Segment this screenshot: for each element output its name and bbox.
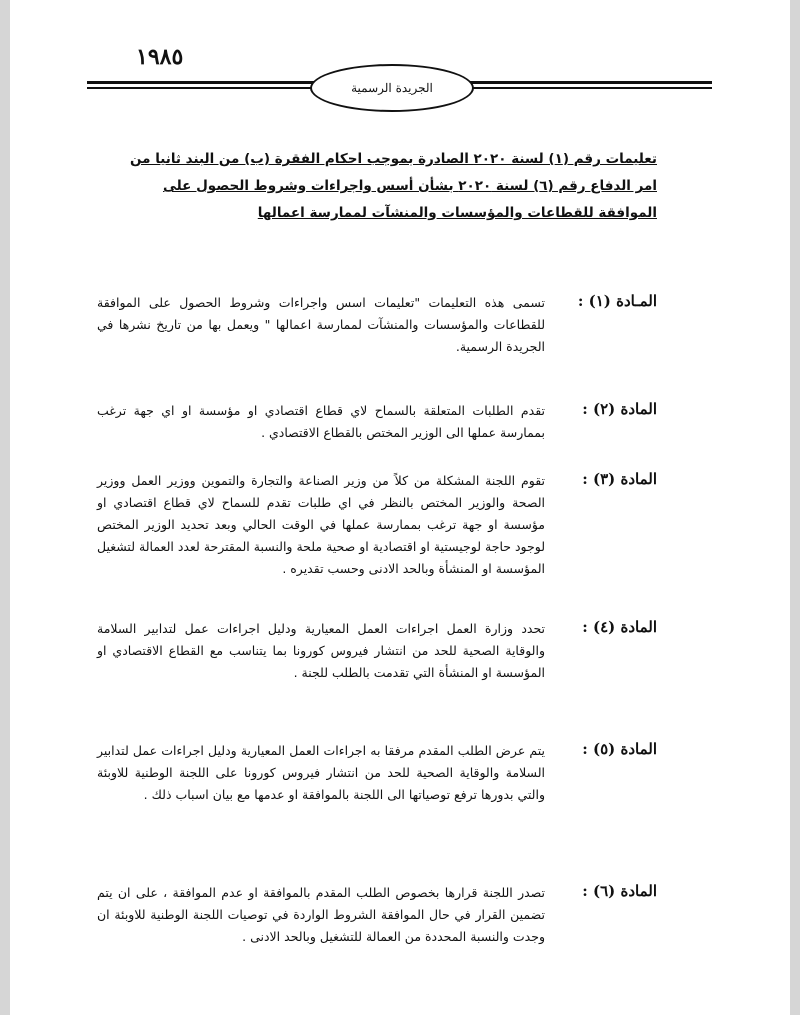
- article-text: تقدم الطلبات المتعلقة بالسماح لاي قطاع اقتصادي او مؤسسة او اي جهة ترغب بممارسة عملها الى الوزير المختص بالقطاع الاقتصادي .: [97, 403, 545, 440]
- article-2: [97, 400, 657, 444]
- masthead-text: الجريدة الرسمية: [351, 81, 433, 95]
- article-3: [97, 470, 657, 580]
- article-text: تسمى هذه التعليمات "تعليمات اسس واجراءات وشروط الحصول على الموافقة للقطاعات والمؤسسات والمنشآت لممارسة اعمالها " ويعمل بها من تاريخ نشرها في الجريدة الرسمية.: [97, 295, 545, 354]
- gazette-page: [10, 0, 790, 1015]
- article-label: المادة (٤) :: [582, 618, 657, 636]
- article-label: المادة (٥) :: [582, 740, 657, 758]
- article-1: [97, 292, 657, 358]
- masthead: [310, 64, 474, 112]
- article-label: المادة (٢) :: [582, 400, 657, 418]
- article-text: تقوم اللجنة المشكلة من كلاً من وزير الصناعة والتجارة والتموين ووزير العمل ووزير الصحة والوزير المختص بالنظر في اي طلبات تقدم للسماح لاي قطاع اقتصادي او مؤسسة او جهة ترغب بممارسة عملها في الوقت الحالي وبعد تحديد الوزير المختص لوجود حاجة لوجيستية او اقتصادية او صحية ملحة والنسبة المقترحة لعدد العمالة لتشغيل المؤسسة او المنشأة وبالحد الادنى وحسب تقديره .: [97, 473, 545, 576]
- article-text: تصدر اللجنة قرارها بخصوص الطلب المقدم بالموافقة او عدم الموافقة ، على ان يتم تضمين القرار في حال الموافقة الشروط الواردة في توصيات اللجنة الوطنية للاوبئة ان وجدت والنسبة المحددة من العمالة للتشغيل وبالحد الادنى .: [97, 885, 545, 944]
- article-6: [97, 882, 657, 948]
- article-4: [97, 618, 657, 684]
- article-text: يتم عرض الطلب المقدم مرفقا به اجراءات العمل المعيارية ودليل اجراءات عمل لتدابير السلامة والوقاية الصحية للحد من انتشار فيروس كورونا على اللجنة الوطنية للاوبئة والتي بدورها ترفع توصياتها الى اللجنة بالموافقة او عدمها مع بيان اسباب ذلك .: [97, 743, 545, 802]
- article-label: المادة (٣) :: [582, 470, 657, 488]
- article-text: تحدد وزارة العمل اجراءات العمل المعيارية ودليل اجراءات عمل لتدابير السلامة والوقاية الصحية للحد من انتشار فيروس كورونا بما يتناسب مع القطاع الاقتصادي او المؤسسة او المنشأة التي تقدمت بالطلب للجنة .: [97, 621, 545, 680]
- article-5: [97, 740, 657, 806]
- article-label: المادة (٦) :: [582, 882, 657, 900]
- page-number: ١٩٨٥: [136, 44, 184, 70]
- document-title: تعليمات رقم (١) لسنة ٢٠٢٠ الصادرة بموجب احكام الفقرة (ب) من البند ثانيا من امر الدفاع رقم (٦) لسنة ٢٠٢٠ بشأن أسس واجراءات وشروط الحصول على الموافقة للقطاعات والمؤسسات والمنشآت لممارسة اعمالها: [129, 151, 657, 221]
- article-label: المـادة (١) :: [577, 292, 657, 310]
